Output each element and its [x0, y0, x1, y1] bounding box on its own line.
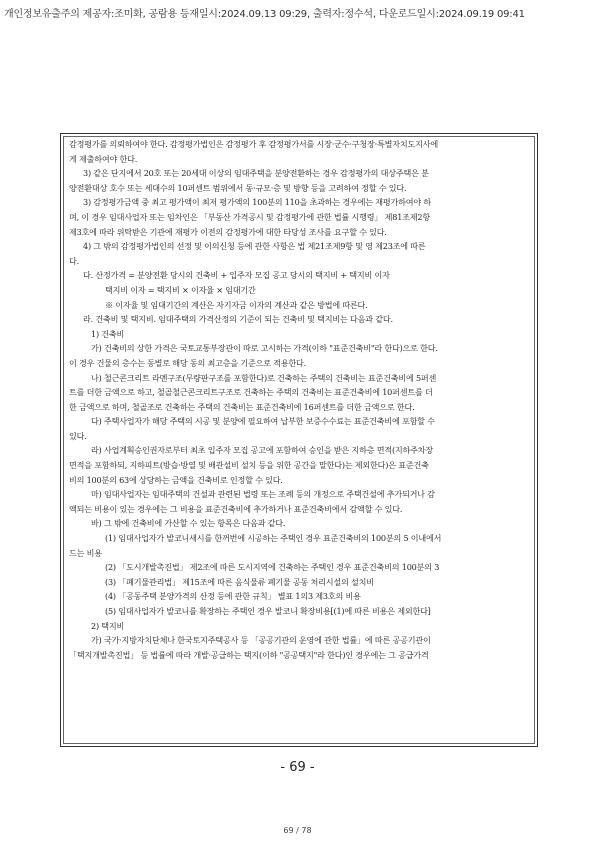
body-line: 라. 건축비 및 택지비. 임대주택의 가격산정의 기준이 되는 건축비 및 택지비는 다음과 같다.: [83, 314, 393, 325]
body-line: 드는 비용: [69, 547, 102, 558]
body-line: 한 금액으로 하며, 철골조로 건축하는 주택의 건축비는 표준건축비에 16퍼센트를 더한 금액으로 한다.: [69, 401, 415, 412]
body-line: ※ 이자율 및 임대기간의 계산은 자기자금 이자의 계산과 같은 방법에 따른다.: [105, 299, 368, 310]
body-line: 비의 100분의 63에 상당하는 금액을 건축비로 인정할 수 있다.: [69, 474, 283, 485]
body-line: 2) 택지비: [91, 620, 125, 631]
document-body: [69, 137, 529, 662]
body-line: 있다.: [69, 430, 87, 441]
body-line: 가) 국가·지방자치단체나 한국토지주택공사 등 「공공기관의 운영에 관한 법률」에 따른 공공기관이: [91, 635, 431, 646]
body-line: 며, 이 경우 임대사업자 또는 임차인은 「부동산 가격공시 및 감정평가에 관한 법률 시행령」 제81조제2항: [69, 211, 430, 222]
body-line: 「택지개발촉진법」 등 법률에 따라 개발·공급하는 택지(이하 "공공택지"라 한다)인 경우에는 그 공급가격: [69, 649, 429, 660]
body-line: 가) 건축비의 상한 가격은 국토교통부장관이 따로 고시하는 가격(이하 "표준건축비"라 한다)으로 한다.: [91, 343, 438, 354]
body-line: (3) 「폐기물관리법」 제15조에 따른 음식물류 폐기물 공동 처리시설의 설치비: [105, 576, 374, 587]
body-line: 나) 철근콘크리트 라멘구조(무량판구조를 포함한다)로 건축하는 주택의 건축비는 표준건축비에 5퍼센: [91, 372, 437, 383]
body-line: 제3호에 따라 위탁받은 기관에 재평가 이전의 감정평가에 대한 타당성 조사를 요구할 수 있다.: [69, 226, 387, 237]
body-line: 라) 사업계획승인권자로부터 최초 입주자 모집 공고에 포함하여 승인을 받은 지하층 면적(지하주차장: [91, 445, 434, 456]
body-line: (1) 임대사업자가 발코니새시를 한꺼번에 시공하는 주택인 경우 표준건축비의 100분의 5 이내에서: [105, 533, 442, 544]
body-line: 4) 그 밖의 감정평가법인의 선정 및 이의신청 등에 관한 사항은 법 제21조제9항 및 영 제23조에 따른: [83, 241, 426, 252]
body-line: (4) 「공동주택 분양가격의 산정 등에 관한 규칙」 별표 1의3 제3호의 비용: [105, 591, 361, 602]
body-line: 이 경우 건물의 층수는 동별로 해당 동의 최고층을 기준으로 적용한다.: [69, 357, 307, 368]
body-line: 다.: [69, 255, 79, 266]
body-line: (2) 「도시개발촉진법」 제2조에 따른 도시지역에 건축하는 주택인 경우 표준건축비의 100분의 3: [105, 562, 440, 573]
body-line: 면적을 포함하되, 지하피트(방습·방열 및 배관설비 설치 등을 위한 공간을 말한다)는 제외한다)은 표준건축: [69, 460, 429, 471]
body-line: 택지비 이자 = 택지비 × 이자율 × 임대기간: [105, 284, 256, 295]
page-count: 69 / 78: [283, 826, 312, 835]
body-line: 1) 건축비: [91, 328, 125, 339]
body-line: 감정평가를 의뢰하여야 한다. 감정평가법인은 감정평가 후 감정평가서를 시장·군수·구청장·특별자치도지사에: [69, 139, 438, 149]
body-line: 마) 임대사업자는 임대주택의 건설과 관련된 법령 또는 조례 등의 개정으로 주택건설에 추가되거나 감: [91, 489, 435, 500]
download-watermark: 개인정보유출주의 제공자:조미화, 공람용 등재일시:2024.09.13 09:29, 출력자:정수석, 다운로드일시:2024.09.19 09:41: [4, 9, 525, 20]
body-line: 바) 그 밖에 건축비에 가산할 수 있는 항목은 다음과 같다.: [91, 518, 286, 529]
body-line: 다. 산정가격 = 분양전환 당시의 건축비 + 입주자 모집 공고 당시의 택지비 + 택지비 이자: [83, 270, 390, 281]
body-line: (5) 임대사업자가 발코니를 확장하는 주택인 경우 발코니 확장비용[(1)에 따른 비용은 제외한다]: [105, 606, 431, 616]
body-line: 게 제출하여야 한다.: [69, 153, 138, 164]
body-line: 다) 주택사업자가 해당 주택의 시공 및 분양에 필요하여 납부한 보증수수료는 표준건축비에 포함할 수: [91, 416, 435, 427]
body-line: 양전환대상 호수 또는 세대수의 10퍼센트 범위에서 동·규모·층 및 방향 등을 고려하여 정할 수 있다.: [69, 182, 407, 193]
body-line: 액되는 비용이 있는 경우에는 그 비용을 표준건축비에 추가하거나 표준건축비에서 감액할 수 있다.: [69, 503, 403, 514]
body-line: 3) 같은 단지에서 20호 또는 20세대 이상의 임대주택을 분양전환하는 경우 감정평가의 대상주택은 분: [83, 168, 429, 179]
body-line: 트를 더한 금액으로 하고, 철골철근콘크리트구조로 건축하는 주택의 건축비는 표준건축비에 10퍼센트를 더: [69, 387, 433, 398]
page-number: - 69 -: [280, 760, 315, 775]
body-line: 3) 감정평가금액 중 최고 평가액이 최저 평가액의 100분의 110을 초과하는 경우에는 재평가하여야 하: [83, 197, 431, 208]
